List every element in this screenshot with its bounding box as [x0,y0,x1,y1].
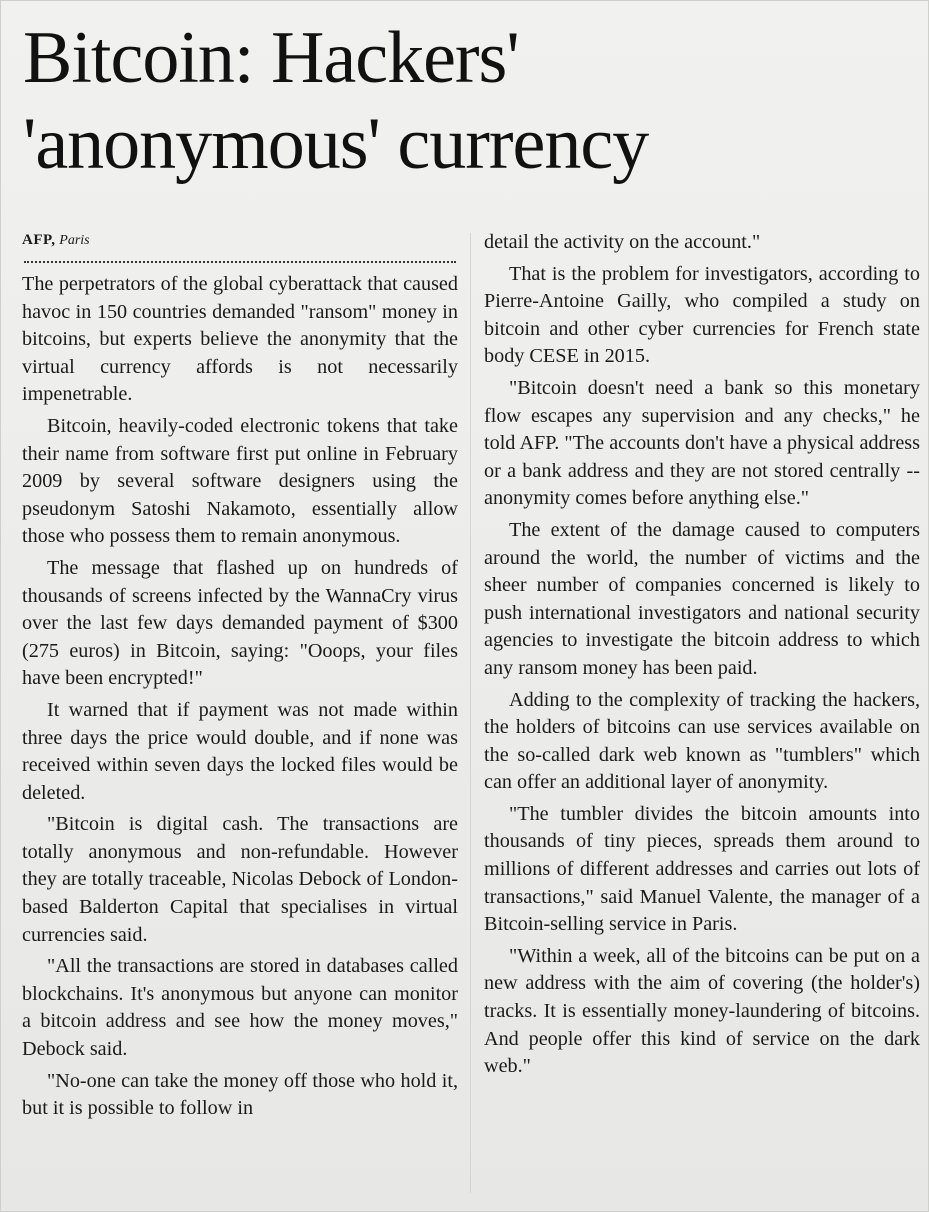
paragraph: "Bitcoin is digital cash. The transactions are totally anonymous and non-refundable. However they are totally traceable, Nicolas Debock of London-based Balderton Capital that specialises in virtual currencies said. [22,813,458,946]
paragraph: Bitcoin, heavily-coded electronic tokens that take their name from software first put online in February 2009 by several software designers using the pseudonym Satoshi Nakamoto, essentially allow those who possess them to remain anonymous. [22,414,458,548]
paragraph: detail the activity on the account." [484,231,761,253]
dateline [22,229,458,252]
paragraph: "The tumbler divides the bitcoin amounts into thousands of tiny pieces, spreads them around to millions of different addresses and carries out lots of transactions," said Manuel Valente, the manager of a Bitcoin-selling service in Paris. [484,802,920,936]
paragraph: "No-one can take the money off those who hold it, but it is possible to follow in [22,1069,458,1120]
paragraph: "All the transactions are stored in databases called blockchains. It's anonymous but anyone can monitor a bitcoin address and see how the money moves," Debock said. [22,955,458,1061]
paragraph: "Bitcoin doesn't need a bank so this monetary flow escapes any supervision and any checks," he told AFP. "The accounts don't have a physical address or a bank address and they are not stored centrally -- anonymity comes before anything else." [484,376,920,510]
dateline-city: Paris [59,233,90,248]
headline-line-2: 'anonymous' currency [23,103,649,185]
headline-line-1: Bitcoin: Hackers' [23,17,519,99]
right-column [484,229,920,1085]
paragraph: The extent of the damage caused to computers around the world, the number of victims and the sheer number of companies concerned is likely to push international investigators and national security agencies to investigate the bitcoin address to which any ransom money has been paid. [484,518,920,679]
paragraph: Adding to the complexity of tracking the hackers, the holders of bitcoins can use services available on the so-called dark web known as "tumblers" which can offer an additional layer of anonymity. [484,688,920,794]
paragraph: The message that flashed up on hundreds of thousands of screens infected by the WannaCry virus over the last few days demanded payment of $300 (275 euros) in Bitcoin, saying: "Ooops, your files have been encrypted!" [22,556,458,690]
paragraph: It warned that if payment was not made within three days the price would double, and if none was received within seven days the locked files would be deleted. [22,698,458,804]
paragraph: That is the problem for investigators, according to Pierre-Antoine Gailly, who compiled a study on bitcoin and other cyber currencies for French state body CESE in 2015. [484,262,920,368]
left-column [22,229,458,1127]
paragraph: "Within a week, all of the bitcoins can be put on a new address with the aim of covering (the holder's) tracks. It is essentially money-laundering of bitcoins. And people offer this kind of service on the dark web." [484,944,920,1078]
paragraph: The perpetrators of the global cyberattack that caused havoc in 150 countries demanded "ransom" money in bitcoins, but experts believe the anonymity that the virtual currency affords is not necessarily impenetrable. [22,273,458,406]
dotted-divider [24,261,456,263]
headline [23,15,913,187]
column-divider [470,233,471,1193]
dateline-agency: AFP, [22,232,56,248]
